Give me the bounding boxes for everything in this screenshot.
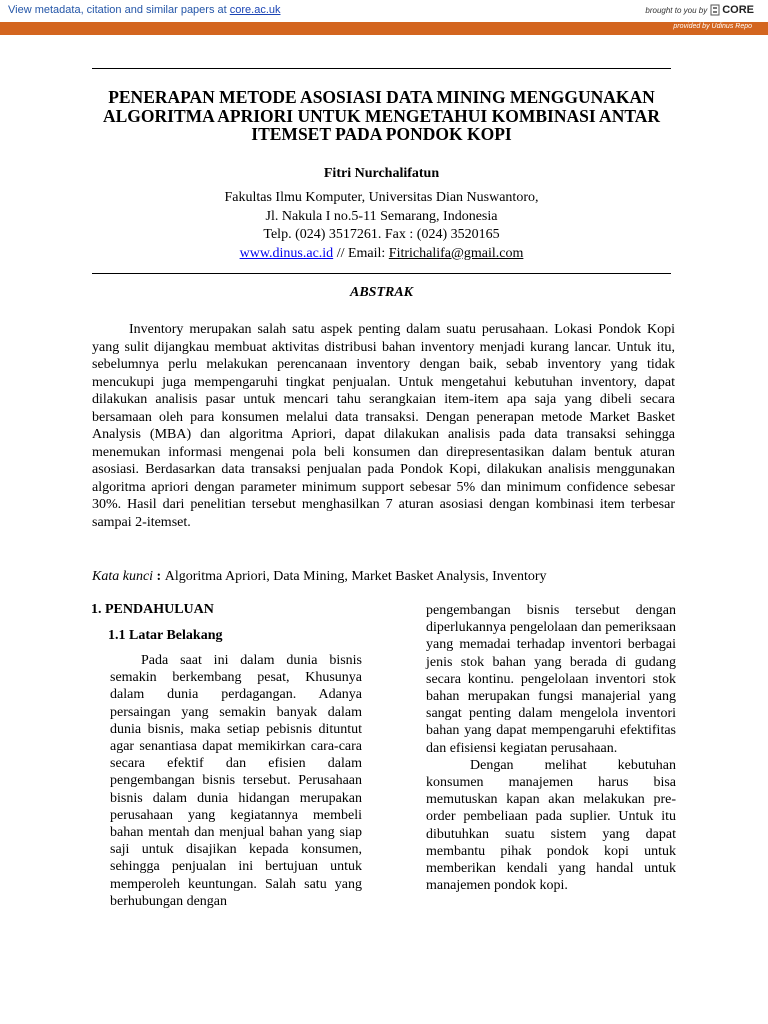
affiliation-line: Telp. (024) 3517261. Fax : (024) 3520165 <box>263 227 500 242</box>
core-banner <box>0 0 768 23</box>
body-paragraph: pengembangan bisnis tersebut dengan diperlukannya pengelolaan dan pemeriksaan yang memadai terhadap inventori berbagai jenis stok bahan yang berada di gudang secara kontinu. pengelolaan inventori stok bahan merupakan fungsi manajerial yang sangat penting dalam mengelola inventori bahan yang dapat mempengaruhi efektifitas dan efisiensi kegiatan perusahaan. <box>426 603 676 756</box>
core-metadata-link[interactable] <box>8 4 281 16</box>
provided-by-text[interactable]: provided by Udinus Repo <box>673 23 752 30</box>
abstract-text: Inventory merupakan salah satu aspek penting dalam suatu perusahaan. Lokasi Pondok Kopi yang sulit dijangkau membuat aktivitas distribusi bahan inventory menjadi kurang lancar. Untuk itu, sebelumnya perlu melakukan perencanaan inventory dengan baik, sebab inventory yang tidak mencukupi juga mempengaruhi tingkat penjualan. Untuk mengetahui kebutuhan inventory, dapat dilakukan analisis pasar untuk mencari tahu serangkaian item-item apa saja yang dibeli secara bersamaan oleh para konsumen melalui data transaksi. Dengan penerapan metode Market Basket Analysis (MBA) dan algoritma Apriori, dapat dilakukan analisis pada data transaksi sehingga menemukan informasi mengenai pola beli konsumen dan direpresentasikan dalam bentuk aturan asosiasi. Berdasarkan data transaksi penjualan pada Pondok Kopi, dilakukan analisis menggunakan algoritma apriori dengan parameter minimum support sebesar 5% dan minimum confidence sebesar 30%. Hasil dari penelitian tersebut menghasilkan 7 aturan asosiasi dengan kombinasi item terbesar sampai 2-itemset. <box>92 322 675 530</box>
core-logo-icon <box>710 4 720 16</box>
body-paragraph: Dengan melihat kebutuhan konsumen manajemen harus bisa memutuskan kapan akan melakukan pre-order pembeliaan pada suplier. Untuk itu dibutuhkan suatu sistem yang dapat membantu pihak pondok kopi untuk memberikan kendali yang handal untuk manajemen pondok kopi. <box>426 757 676 894</box>
left-column <box>110 652 362 910</box>
title-line: ALGORITMA APRIORI UNTUK MENGETAHUI KOMBINASI ANTAR <box>103 105 660 126</box>
brought-by-text: brought to you by <box>645 5 708 15</box>
core-logo[interactable] <box>710 4 754 16</box>
body-paragraph: Pada saat ini dalam dunia bisnis semakin berkembang pesat, Khusunya dalam dunia perdagangan. Adanya persaingan yang semakin banyak dalam dunia bisnis, maka setiap pebisnis dituntut agar senantiasa dapat memikirkan cara-cara secara efektif dan efisien dalam pengembangan bisnis tersebut. Perusahaan bisnis dalam dunia hidangan merupakan perusahaan yang kegiatannya membeli bahan mentah dan menjual bahan yang siap saji untuk disajikan kepada konsumen, sehingga penjualan ini bertujuan untuk memperoleh keuntungan. Salah satu yang berhubungan dengan <box>110 653 362 909</box>
top-rule <box>92 68 671 69</box>
abstract-rule <box>92 273 671 274</box>
core-brought-by <box>645 4 754 16</box>
section-heading: 1. PENDAHULUAN <box>91 602 214 617</box>
title-line: ITEMSET PADA PONDOK KOPI <box>251 124 512 144</box>
affiliation <box>92 189 671 263</box>
website-link[interactable]: www.dinus.ac.id <box>239 245 334 261</box>
core-logo-text: CORE <box>722 4 754 16</box>
keywords-text: Algoritma Apriori, Data Mining, Market Basket Analysis, Inventory <box>164 569 547 584</box>
email-separator: // Email: <box>333 245 389 261</box>
keywords-separator: : <box>153 569 165 584</box>
subsection-heading: 1.1 Latar Belakang <box>108 628 223 643</box>
core-meta-text: View metadata, citation and similar papers at <box>8 4 230 16</box>
title-line: PENERAPAN METODE ASOSIASI DATA MINING MENGGUNAKAN <box>108 87 655 107</box>
abstract-heading: ABSTRAK <box>349 285 414 300</box>
affiliation-line: Fakultas Ilmu Komputer, Universitas Dian Nuswantoro, <box>224 190 539 205</box>
right-column <box>426 602 676 894</box>
affiliation-line: Jl. Nakula I no.5-11 Semarang, Indonesia <box>265 208 498 224</box>
repository-bar <box>0 22 768 35</box>
core-link[interactable]: core.ac.uk <box>229 4 281 16</box>
contact-line <box>92 245 671 264</box>
keywords-label: Kata kunci <box>92 569 154 584</box>
paper-title <box>92 88 671 144</box>
keywords <box>92 569 675 585</box>
author-name: Fitri Nurchalifatun <box>323 166 440 181</box>
email-link[interactable]: Fitrichalifa@gmail.com <box>388 245 524 261</box>
